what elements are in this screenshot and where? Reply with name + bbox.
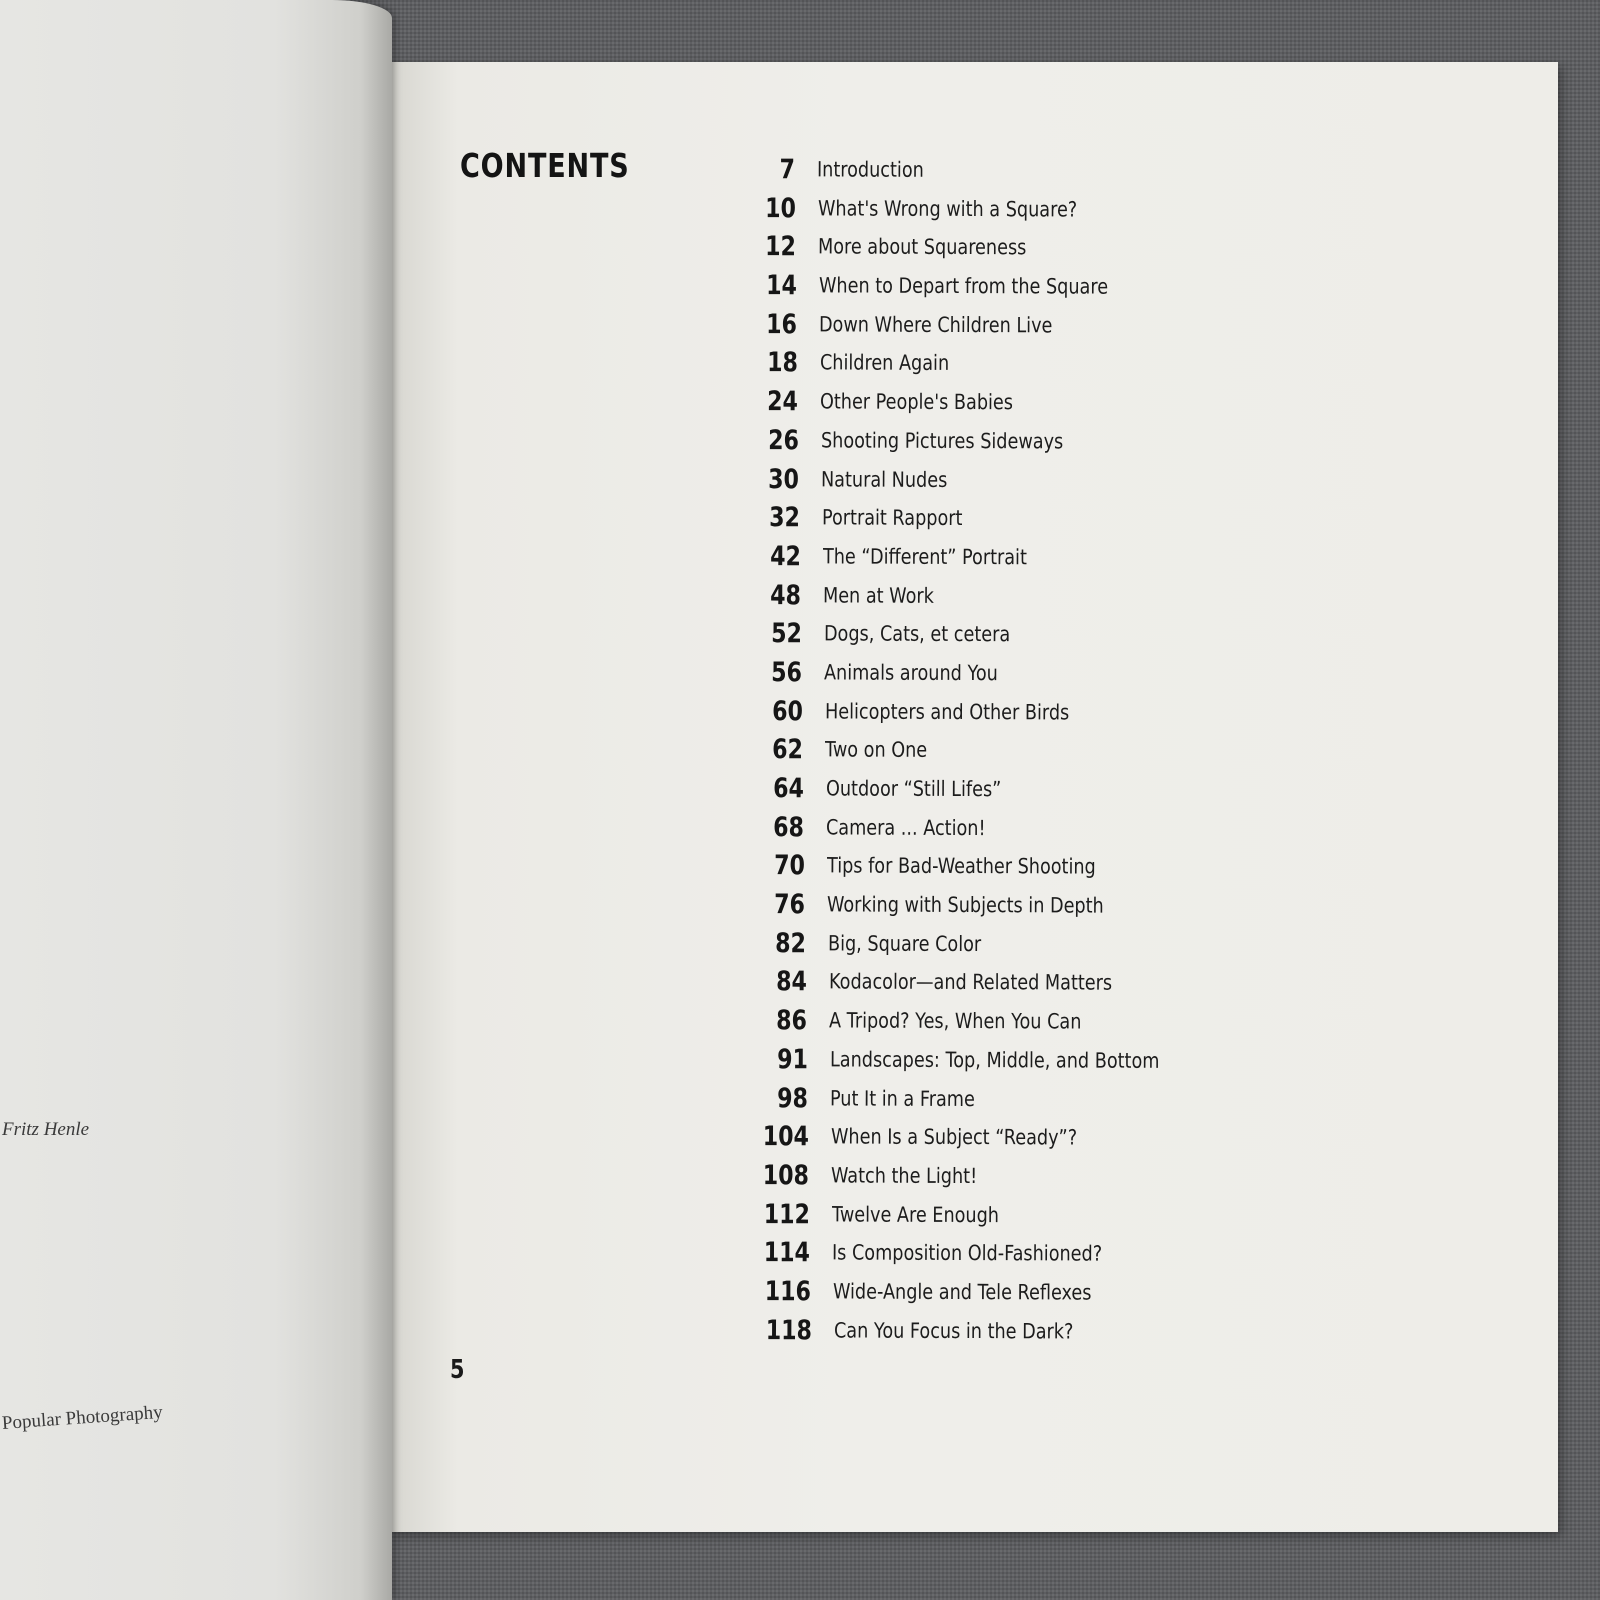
toc-page-number: 116 (764, 1275, 812, 1308)
toc-page-number: 24 (767, 386, 799, 418)
toc-page-number: 70 (774, 850, 805, 882)
toc-page-number: 18 (766, 347, 798, 379)
toc-entry (733, 576, 1293, 617)
toc-title: Kodacolor—and Related Matters (828, 970, 1112, 996)
toc-page-number: 30 (768, 463, 800, 495)
toc-page-number: 108 (763, 1159, 810, 1192)
toc-page-number: 32 (769, 502, 801, 534)
toc-title: Tips for Bad-Weather Shooting (826, 854, 1096, 880)
toc-entry (733, 150, 1293, 191)
toc-title: Wide-Angle and Tele Reflexes (832, 1279, 1092, 1305)
toc-entry (733, 653, 1293, 694)
toc-entry (733, 343, 1293, 384)
toc-entry (733, 305, 1293, 346)
toc-title: The “Different” Portrait (822, 544, 1027, 570)
table-of-contents (733, 150, 1293, 1349)
toc-entry (733, 885, 1293, 926)
toc-page-number: 60 (771, 695, 803, 727)
toc-page-number: 98 (777, 1082, 809, 1114)
right-page (388, 62, 1558, 1532)
toc-entry (733, 730, 1293, 771)
toc-entry (733, 962, 1293, 1003)
toc-entry (733, 1001, 1293, 1042)
toc-title: Dogs, Cats, et cetera (823, 621, 1010, 647)
toc-title: When Is a Subject “Ready”? (830, 1124, 1077, 1151)
toc-title: Down Where Children Live (819, 312, 1053, 338)
toc-entry (733, 846, 1293, 887)
toc-entry (733, 189, 1293, 230)
toc-title: Other People's Babies (820, 389, 1014, 415)
toc-entry (733, 382, 1293, 423)
toc-title: Animals around You (824, 660, 999, 686)
toc-title: When to Depart from the Square (818, 273, 1108, 300)
toc-entry (733, 1272, 1293, 1313)
toc-title: Twelve Are Enough (831, 1202, 999, 1228)
toc-entry (733, 692, 1293, 733)
toc-page-number: 112 (763, 1198, 810, 1230)
toc-entry (733, 1195, 1293, 1236)
toc-entry (733, 614, 1293, 655)
toc-title: More about Squareness (818, 235, 1027, 260)
toc-title: Two on One (825, 738, 928, 763)
toc-title: Watch the Light! (831, 1163, 978, 1189)
toc-page-number: 56 (771, 656, 803, 689)
toc-page-number: 104 (762, 1121, 809, 1153)
toc-entry (733, 227, 1293, 268)
toc-title: Put It in a Frame (830, 1086, 976, 1111)
toc-page-number: 82 (775, 927, 807, 959)
toc-page-number: 16 (766, 308, 798, 340)
toc-title: Children Again (819, 351, 949, 376)
toc-title: Outdoor “Still Lifes” (825, 776, 1002, 802)
toc-page-number: 7 (779, 154, 796, 186)
toc-entry (733, 498, 1293, 539)
toc-title: Landscapes: Top, Middle, and Bottom (829, 1047, 1160, 1074)
toc-title: A Tripod? Yes, When You Can (829, 1008, 1082, 1034)
toc-page-number: 14 (765, 270, 797, 302)
toc-page-number: 42 (769, 540, 801, 573)
page-number: 5 (450, 1355, 465, 1385)
toc-entry (733, 460, 1293, 501)
toc-entry (733, 1079, 1293, 1120)
toc-title: Can You Focus in the Dark? (833, 1318, 1073, 1344)
toc-entry (733, 537, 1293, 578)
toc-page-number: 118 (765, 1314, 812, 1346)
toc-title: What's Wrong with a Square? (817, 196, 1077, 222)
toc-title: Introduction (816, 157, 924, 183)
toc-entry (733, 1156, 1293, 1197)
toc-page-number: 48 (770, 579, 802, 611)
toc-page-number: 64 (772, 773, 804, 805)
toc-title: Working with Subjects in Depth (827, 892, 1105, 919)
toc-title: Shooting Pictures Sideways (820, 428, 1064, 454)
toc-page-number: 76 (774, 889, 806, 921)
toc-title: Camera ... Action! (826, 815, 986, 841)
toc-page-number: 26 (767, 424, 799, 456)
toc-page-number: 68 (773, 811, 805, 843)
toc-page-number: 114 (764, 1237, 811, 1269)
page-title: CONTENTS (460, 146, 630, 185)
toc-entry (733, 924, 1293, 965)
toc-page-number: 91 (776, 1043, 808, 1075)
toc-title: Helicopters and Other Birds (824, 699, 1069, 725)
toc-title: Big, Square Color (827, 931, 982, 957)
toc-page-number: 52 (770, 618, 802, 650)
source-credit: Popular Photography (1, 1401, 164, 1434)
toc-page-number: 62 (772, 734, 804, 766)
toc-entry (733, 769, 1293, 810)
toc-title: Portrait Rapport (821, 505, 963, 531)
toc-entry (733, 1040, 1293, 1081)
toc-entry (733, 808, 1293, 849)
photo-credit: Fritz Henle (2, 1119, 90, 1140)
toc-entry (733, 421, 1293, 462)
toc-page-number: 10 (764, 192, 796, 224)
toc-title: Is Composition Old-Fashioned? (832, 1241, 1103, 1267)
toc-page-number: 86 (776, 1005, 808, 1037)
toc-page-number: 84 (775, 966, 807, 998)
toc-entry (733, 266, 1293, 307)
toc-entry (733, 1311, 1293, 1352)
left-page (0, 0, 392, 1600)
toc-entry (733, 1117, 1293, 1158)
toc-page-number: 12 (765, 231, 797, 263)
toc-title: Men at Work (822, 583, 934, 608)
toc-title: Natural Nudes (821, 467, 948, 492)
toc-entry (733, 1233, 1293, 1274)
